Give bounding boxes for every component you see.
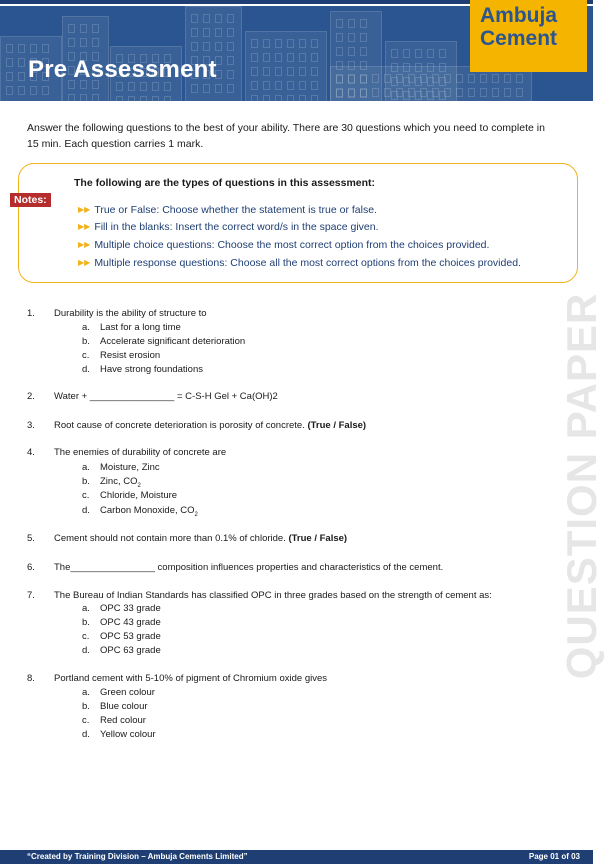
option: c. Chloride, Moisture xyxy=(82,490,178,501)
question-text: The________________ composition influences properties and characteristics of the cement. xyxy=(54,562,444,573)
note-item: ▶▶ Multiple choice questions: Choose the most correct option from the choices provided. xyxy=(78,239,490,251)
option: d. Yellow colour xyxy=(82,729,156,740)
double-arrow-icon: ▶▶ xyxy=(78,222,91,231)
question-paper-watermark: QUESTION PAPER xyxy=(558,292,605,680)
option: d. OPC 63 grade xyxy=(82,645,161,656)
option: d. Carbon Monoxide, $CO_2$ xyxy=(82,505,198,518)
question-number: 2. xyxy=(27,391,35,402)
question-number: 1. xyxy=(27,308,35,319)
question-text: Water + ________________ = C-S-H Gel + Ca(OH)2 xyxy=(54,391,278,402)
double-arrow-icon: ▶▶ xyxy=(78,240,91,249)
page-footer xyxy=(0,850,593,864)
notes-heading: The following are the types of questions in this assessment: xyxy=(74,177,376,189)
option: c. OPC 53 grade xyxy=(82,631,161,642)
note-item: ▶▶ True or False: Choose whether the statement is true or false. xyxy=(78,204,377,216)
page-title: Pre Assessment xyxy=(28,56,217,83)
logo-line-1: Ambuja xyxy=(480,4,558,27)
question-number: 4. xyxy=(27,447,35,458)
logo-line-2: Cement xyxy=(480,27,558,50)
ambuja-cement-logo xyxy=(470,0,587,72)
notes-badge: Notes: xyxy=(10,193,51,207)
instructions-text: Answer the following questions to the best of your ability. There are 30 questions which you need to complete in 15 min. Each question carries 1 mark. xyxy=(27,122,545,150)
option: d. Have strong foundations xyxy=(82,364,203,375)
option: a. OPC 33 grade xyxy=(82,603,161,614)
question-number: 6. xyxy=(27,562,35,573)
double-arrow-icon: ▶▶ xyxy=(78,205,91,214)
note-item: ▶▶ Multiple response questions: Choose all the most correct options from the choices provided. xyxy=(78,257,521,269)
option: b. Zinc, $CO_2$ xyxy=(82,476,141,489)
question-number: 7. xyxy=(27,590,35,601)
option: c. Red colour xyxy=(82,715,146,726)
note-item: ▶▶ Fill in the blanks: Insert the correct word/s in the space given. xyxy=(78,221,379,233)
option: b. Blue colour xyxy=(82,701,148,712)
option: c. Resist erosion xyxy=(82,350,161,361)
question-text: Durability is the ability of structure to xyxy=(54,308,207,319)
footer-credit: “Created by Training Division – Ambuja Cements Limited” xyxy=(27,852,248,861)
question-number: 8. xyxy=(27,673,35,684)
question-number: 5. xyxy=(27,533,35,544)
question-text: Cement should not contain more than 0.1% of chloride. (True / False) xyxy=(54,533,348,544)
double-arrow-icon: ▶▶ xyxy=(78,258,91,267)
question-text: Root cause of concrete deterioration is porosity of concrete. (True / False) xyxy=(54,420,367,431)
page-number: Page 01 of 03 xyxy=(528,852,580,861)
question-text: Portland cement with 5-10% of pigment of Chromium oxide gives xyxy=(54,673,327,684)
option: a. Moisture, Zinc xyxy=(82,462,160,473)
option: b. OPC 43 grade xyxy=(82,617,161,628)
question-text: The Bureau of Indian Standards has classified OPC in three grades based on the strength of cement as: xyxy=(54,590,492,601)
option: a. Last for a long time xyxy=(82,322,181,333)
question-text: The enemies of durability of concrete are xyxy=(54,447,227,458)
option: b. Accelerate significant deterioration xyxy=(82,336,246,347)
option: a. Green colour xyxy=(82,687,155,698)
question-number: 3. xyxy=(27,420,35,431)
